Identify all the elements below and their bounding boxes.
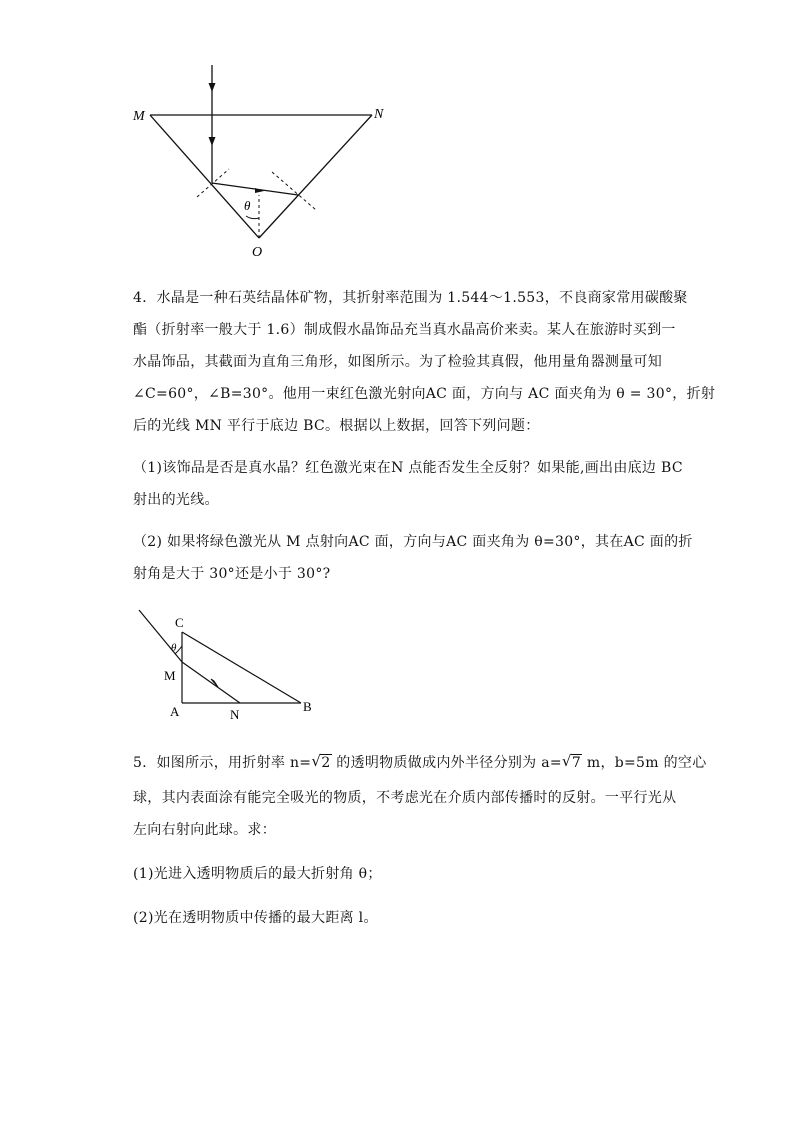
q4-sub2-line-2: 射角是大于 30°还是小于 30°? — [133, 566, 331, 582]
label-N: N — [374, 107, 384, 122]
ray-arrow-1 — [209, 83, 216, 92]
prism-right-edge — [259, 115, 372, 238]
q4-line-5: 后的光线 MN 平行于底边 BC。根据以上数据，回答下列问题： — [133, 418, 540, 434]
label-B: B — [303, 699, 312, 714]
q4-sub2-line-1: （2) 如果将绿色激光从 M 点射向AC 面，方向与AC 面夹角为 θ=30°，其在AC 面的折 — [133, 534, 693, 550]
q5-line-2: 球，其内表面涂有能完全吸光的物质，不考虑光在介质内部传播时的反射。一平行光从 — [133, 790, 677, 806]
refracted-ray-MN — [182, 662, 240, 703]
q4-line-4: ∠C=60°，∠B=30°。他用一束红色激光射向AC 面，方向与 AC 面夹角为 θ = 30°，折射 — [133, 386, 716, 402]
sqrt-2-radicand: 2 — [321, 755, 331, 771]
q4-line-3: 水晶饰品，其截面为直角三角形，如图所示。为了检验其真假，他用量角器测量可知 — [133, 354, 663, 370]
label-O: O — [252, 245, 263, 260]
prism-left-edge — [150, 115, 259, 238]
label-C: C — [175, 615, 184, 630]
label-A: A — [170, 704, 180, 719]
label-N2: N — [230, 707, 240, 722]
sqrt-7-radicand: 7 — [571, 755, 582, 771]
theta-arc — [246, 216, 259, 219]
label-M2: M — [164, 668, 176, 683]
q5-sub2: (2)光在透明物质中传播的最大距离 l。 — [133, 910, 378, 926]
sqrt-2: √ 2 — [311, 752, 331, 771]
q4-line-1: 4．水晶是一种石英结晶体矿物，其折射率范围为 1.544～1.553，不良商家常用碳酸聚 — [133, 290, 688, 306]
triangle-diagram — [130, 600, 330, 725]
label-theta: θ — [244, 198, 251, 213]
label-M: M — [133, 109, 145, 124]
q5-sub1: (1)光进入透明物质后的最大折射角 θ； — [133, 866, 382, 882]
normal-line-right — [272, 172, 316, 210]
q5-line-3: 左向右射向此球。求： — [133, 822, 276, 838]
sqrt-7: √ 7 — [561, 752, 582, 771]
q5-line-1-part-c: m，b=5m 的空心 — [582, 755, 707, 771]
q5-line-1-part-a: 5．如图所示，用折射率 n= — [133, 755, 312, 771]
prism-diagram — [125, 60, 400, 265]
q4-sub1-line-2: 射出的光线。 — [133, 492, 219, 508]
q4-line-2: 酯（折射率一般大于 1.6）制成假水晶饰品充当真水晶高价来卖。某人在旅游时买到一 — [133, 322, 676, 338]
q4-sub1-line-1: （1)该饰品是否是真水晶？红色激光束在N 点能否发生全反射？如果能,画出由底边 BC — [133, 460, 683, 476]
q5-line-1 — [133, 753, 707, 773]
label-theta-2: θ — [171, 642, 177, 654]
q5-line-1-part-b: 的透明物质做成内外半径分别为 a= — [331, 755, 562, 771]
ray-arrow-2 — [209, 137, 216, 146]
side-CB — [182, 632, 301, 703]
